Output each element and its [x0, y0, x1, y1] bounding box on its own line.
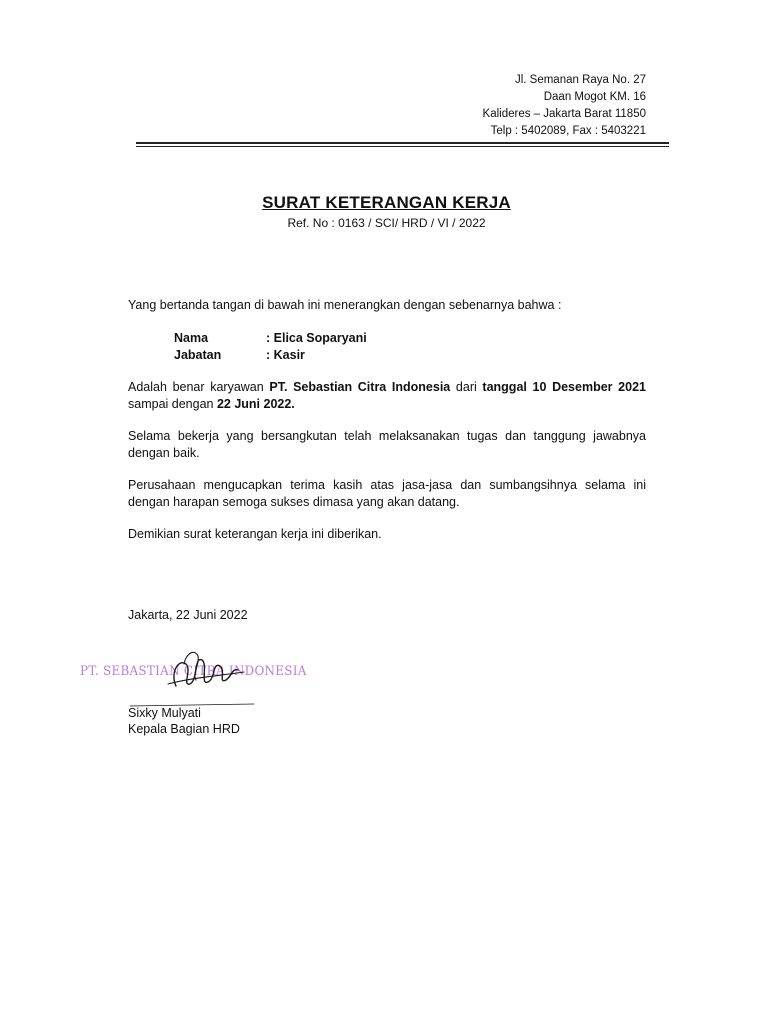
- header-divider-thin: [136, 146, 669, 147]
- company-address: [483, 72, 646, 140]
- text-segment: sampai dengan: [128, 397, 217, 411]
- closing-paragraph: Demikian surat keterangan kerja ini diberikan.: [128, 527, 382, 541]
- duty-paragraph: Selama bekerja yang bersangkutan telah melaksanakan tugas dan tanggung jawabnya dengan baik.: [128, 429, 646, 460]
- address-line: Daan Mogot KM. 16: [543, 91, 646, 103]
- header-divider-thick: [136, 142, 669, 144]
- place-date: Jakarta, 22 Juni 2022: [128, 608, 248, 622]
- end-date: 22 Juni 2022.: [216, 397, 295, 411]
- employee-fields: [174, 330, 367, 364]
- field-label: Jabatan: [174, 348, 222, 362]
- field-row-name: [174, 330, 367, 347]
- text-segment: Adalah benar karyawan: [128, 380, 270, 394]
- document-title: SURAT KETERANGAN KERJA: [262, 193, 511, 212]
- address-line: Kalideres – Jakarta Barat 11850: [482, 108, 646, 120]
- company-name: PT. Sebastian Citra Indonesia: [269, 380, 451, 394]
- intro-paragraph: Yang bertanda tangan di bawah ini menerangkan dengan sebenarnya bahwa :: [128, 298, 562, 312]
- field-value: : Elica Soparyani: [266, 331, 367, 345]
- reference-number: Ref. No : 0163 / SCI/ HRD / VI / 2022: [287, 216, 486, 230]
- signer-name: Sixky Mulyati: [128, 706, 201, 720]
- address-line: Jl. Semanan Raya No. 27: [514, 74, 646, 86]
- address-line: Telp : 5402089, Fax : 5403221: [490, 125, 646, 137]
- field-row-position: [174, 347, 367, 364]
- field-value: : Kasir: [266, 348, 305, 362]
- company-stamp: PT. SEBASTIAN CITRA INDONESIA: [80, 664, 307, 679]
- signer-title: Kepala Bagian HRD: [128, 722, 240, 736]
- text-segment: dari: [450, 380, 483, 394]
- field-label: Nama: [174, 331, 209, 345]
- start-date: tanggal 10 Desember 2021: [482, 380, 646, 394]
- thanks-paragraph: Perusahaan mengucapkan terima kasih atas jasa-jasa dan sumbangsihnya selama ini dengan harapan semoga sukses dimasa yang akan datang.: [128, 478, 646, 509]
- handwritten-signature: [120, 634, 280, 714]
- employment-paragraph: [128, 379, 646, 413]
